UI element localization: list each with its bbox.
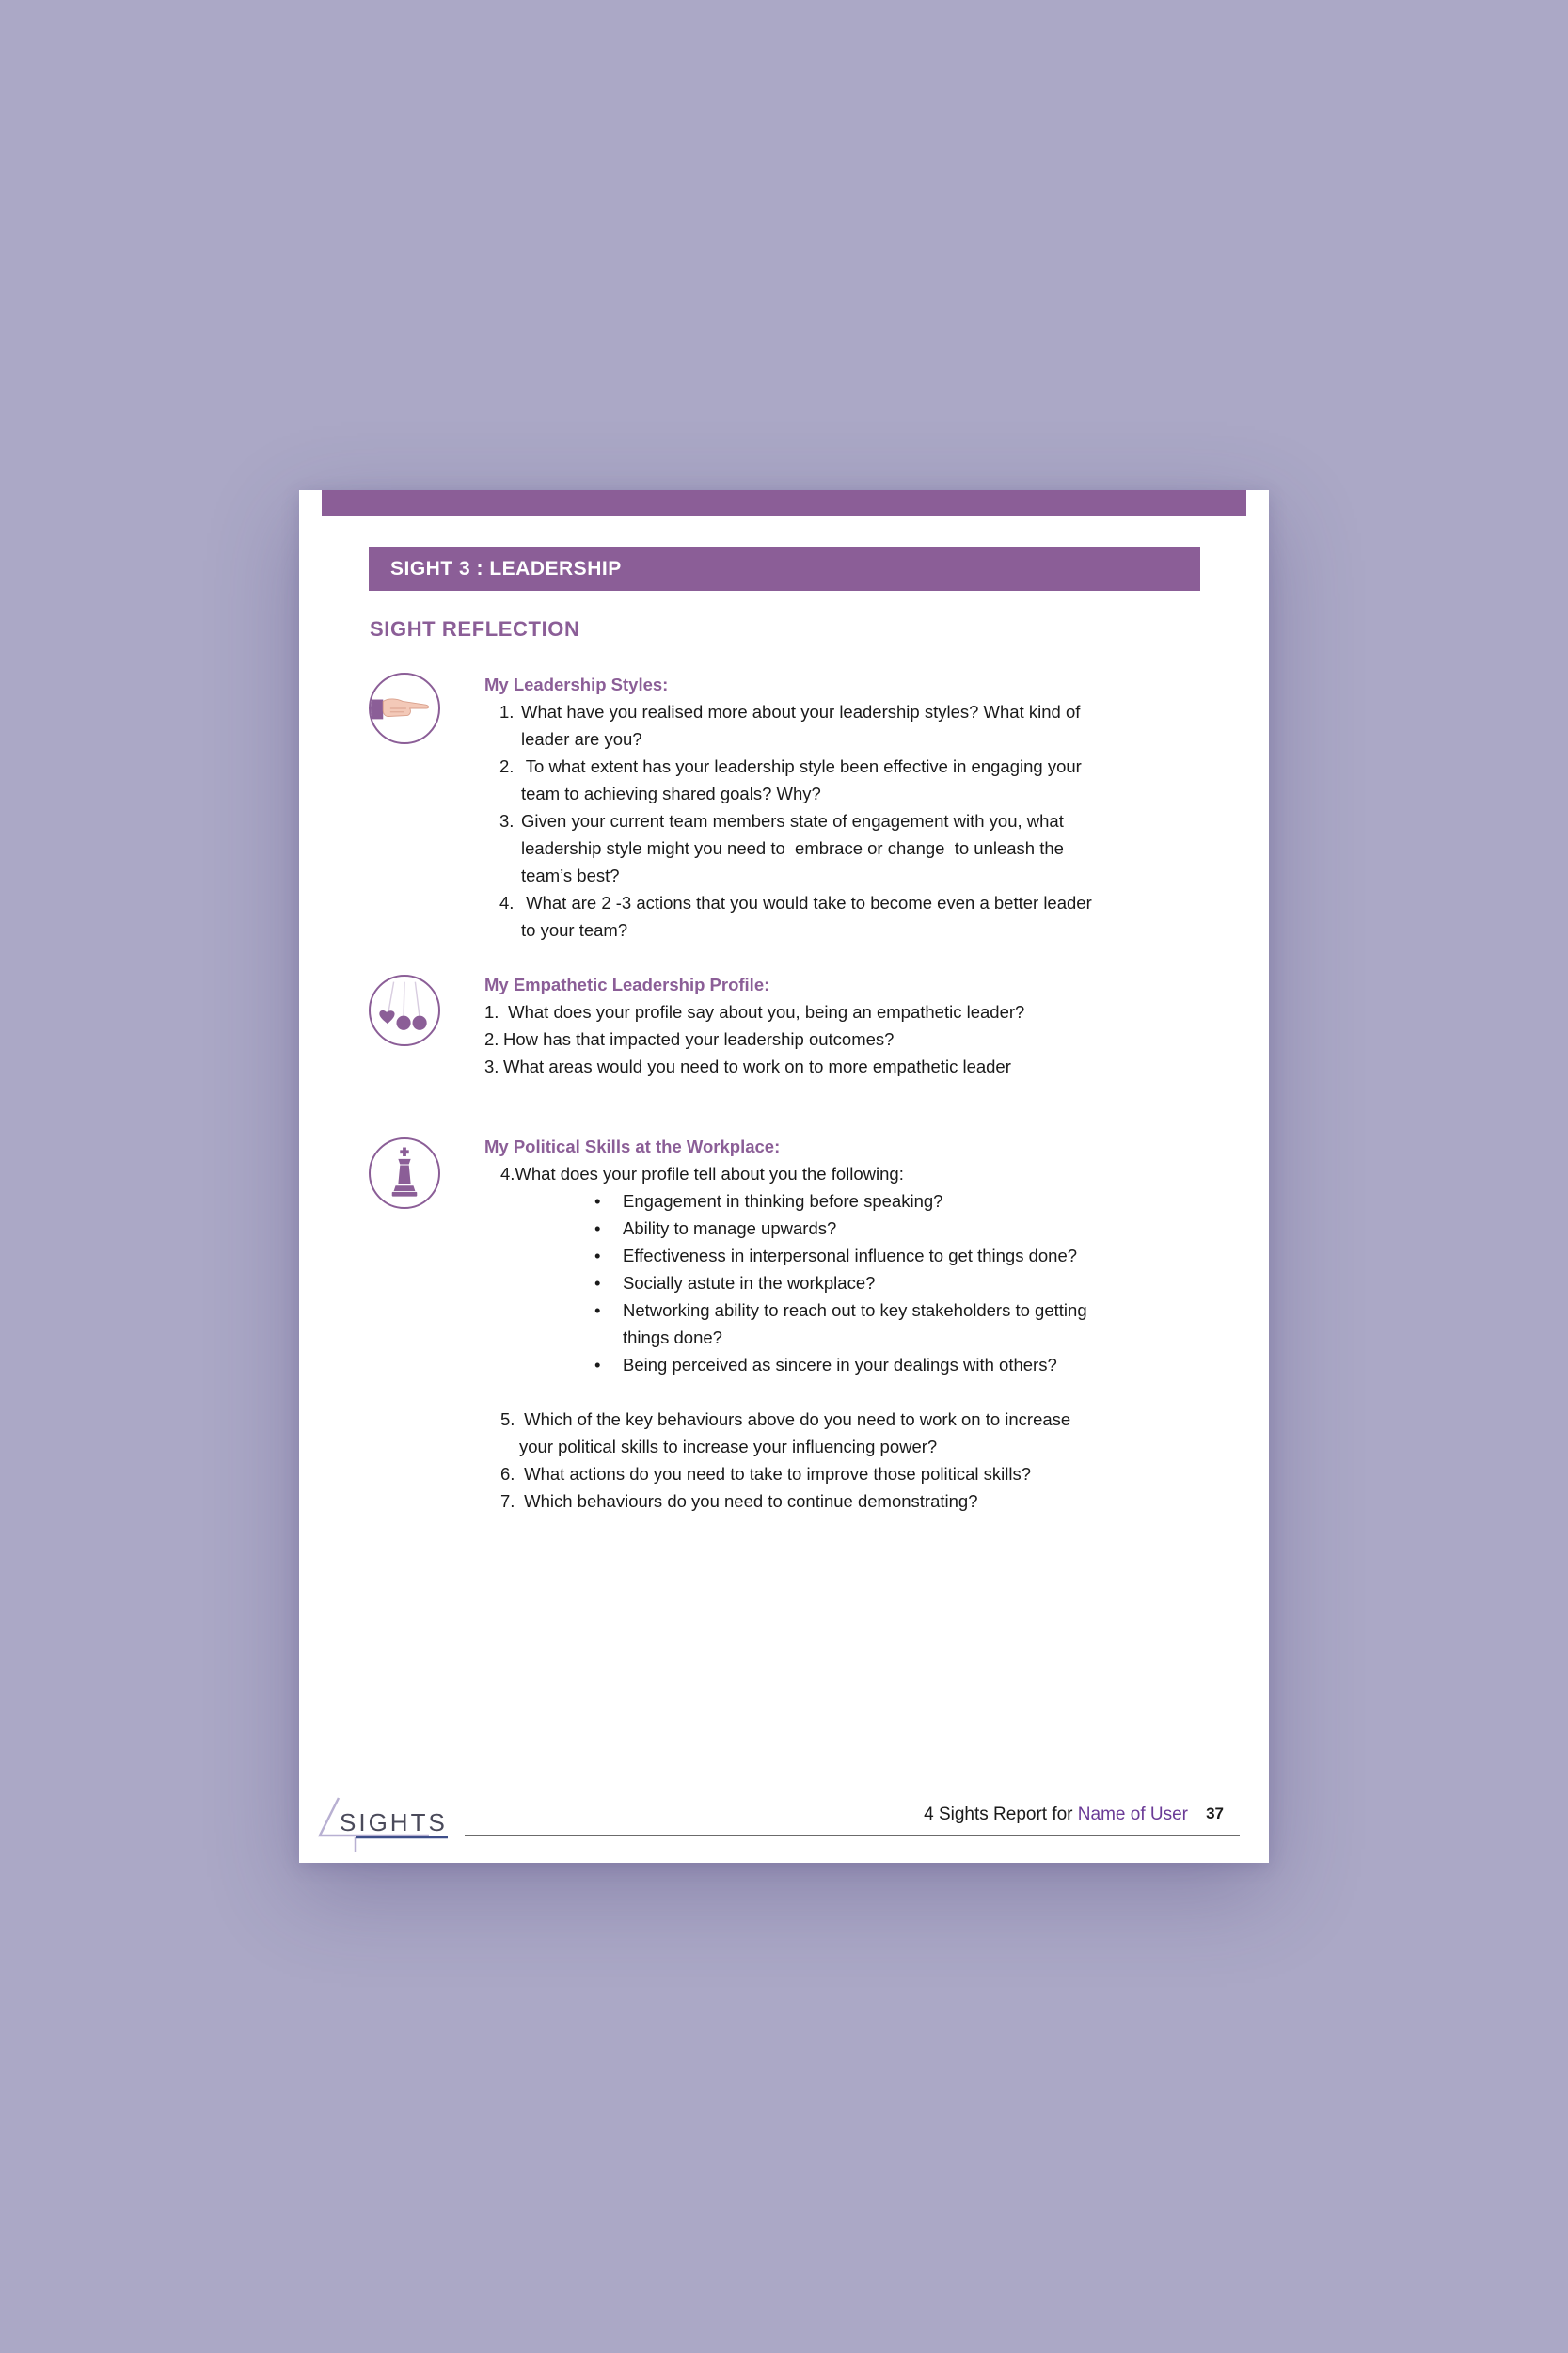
section-heading: My Empathetic Leadership Profile: [484, 975, 770, 994]
list-item: • Socially astute in the workplace? [594, 1273, 876, 1293]
footer-report-label: 4 Sights Report for Name of User [924, 1804, 1188, 1824]
top-accent-bar [322, 490, 1246, 516]
list-item: • Ability to manage upwards? [594, 1218, 837, 1238]
list-item: 5. Which of the key behaviours above do you need to work on to increase your political skills to increase your influencing power? [500, 1409, 1071, 1456]
list-item: 1. What does your profile say about you, being an empathetic leader? [484, 1002, 1025, 1022]
list-item: 1. What have you realised more about your leadership styles? What kind of leader are you? [499, 702, 1081, 749]
section-title: SIGHT 3 : LEADERSHIP [390, 557, 622, 580]
list-item: • Engagement in thinking before speaking? [594, 1191, 943, 1211]
list-item: 3. What areas would you need to work on to more empathetic leader [484, 1057, 1011, 1076]
political-bullets [484, 1187, 1218, 1378]
list-item: 3. Given your current team members state of engagement with you, what leadership style might you need to embrace or change to unleash the team’s best? [499, 811, 1064, 885]
report-page [299, 490, 1269, 1863]
chess-king-icon [369, 1137, 440, 1209]
political-intro: 4.What does your profile tell about you the following: [500, 1164, 904, 1184]
logo-text: SIGHTS [340, 1808, 448, 1836]
leadership-questions [484, 698, 1218, 944]
4sights-logo [318, 1796, 450, 1856]
list-item: • Being perceived as sincere in your dealings with others? [594, 1355, 1057, 1375]
pointing-hand-icon [369, 673, 440, 744]
political-skills-section [484, 1133, 1218, 1515]
list-item: 7. Which behaviours do you need to continue demonstrating? [500, 1491, 978, 1511]
footer-divider [465, 1835, 1240, 1836]
section-heading: My Leadership Styles: [484, 675, 669, 694]
leadership-styles-section [484, 671, 1218, 944]
empathetic-profile-section [484, 971, 1218, 1080]
section-heading: My Political Skills at the Workplace: [484, 1137, 781, 1156]
list-item: • Networking ability to reach out to key stakeholders to getting things done? [594, 1300, 1087, 1347]
empathy-questions [484, 998, 1218, 1080]
page-number: 37 [1206, 1804, 1224, 1822]
reflection-title: SIGHT REFLECTION [370, 617, 580, 641]
list-item: 2. How has that impacted your leadership outcomes? [484, 1029, 895, 1049]
list-item: 2. To what extent has your leadership style been effective in engaging your team to achieving shared goals? Why? [499, 756, 1082, 803]
list-item: • Effectiveness in interpersonal influence to get things done? [594, 1246, 1078, 1265]
list-item: 4. What are 2 -3 actions that you would take to become even a better leader to your team? [499, 893, 1092, 940]
political-followups [484, 1406, 1218, 1515]
section-header-band [369, 547, 1200, 591]
list-item: 6. What actions do you need to take to improve those political skills? [500, 1464, 1031, 1484]
user-name: Name of User [1077, 1804, 1188, 1824]
newtons-cradle-heart-icon [369, 975, 440, 1046]
